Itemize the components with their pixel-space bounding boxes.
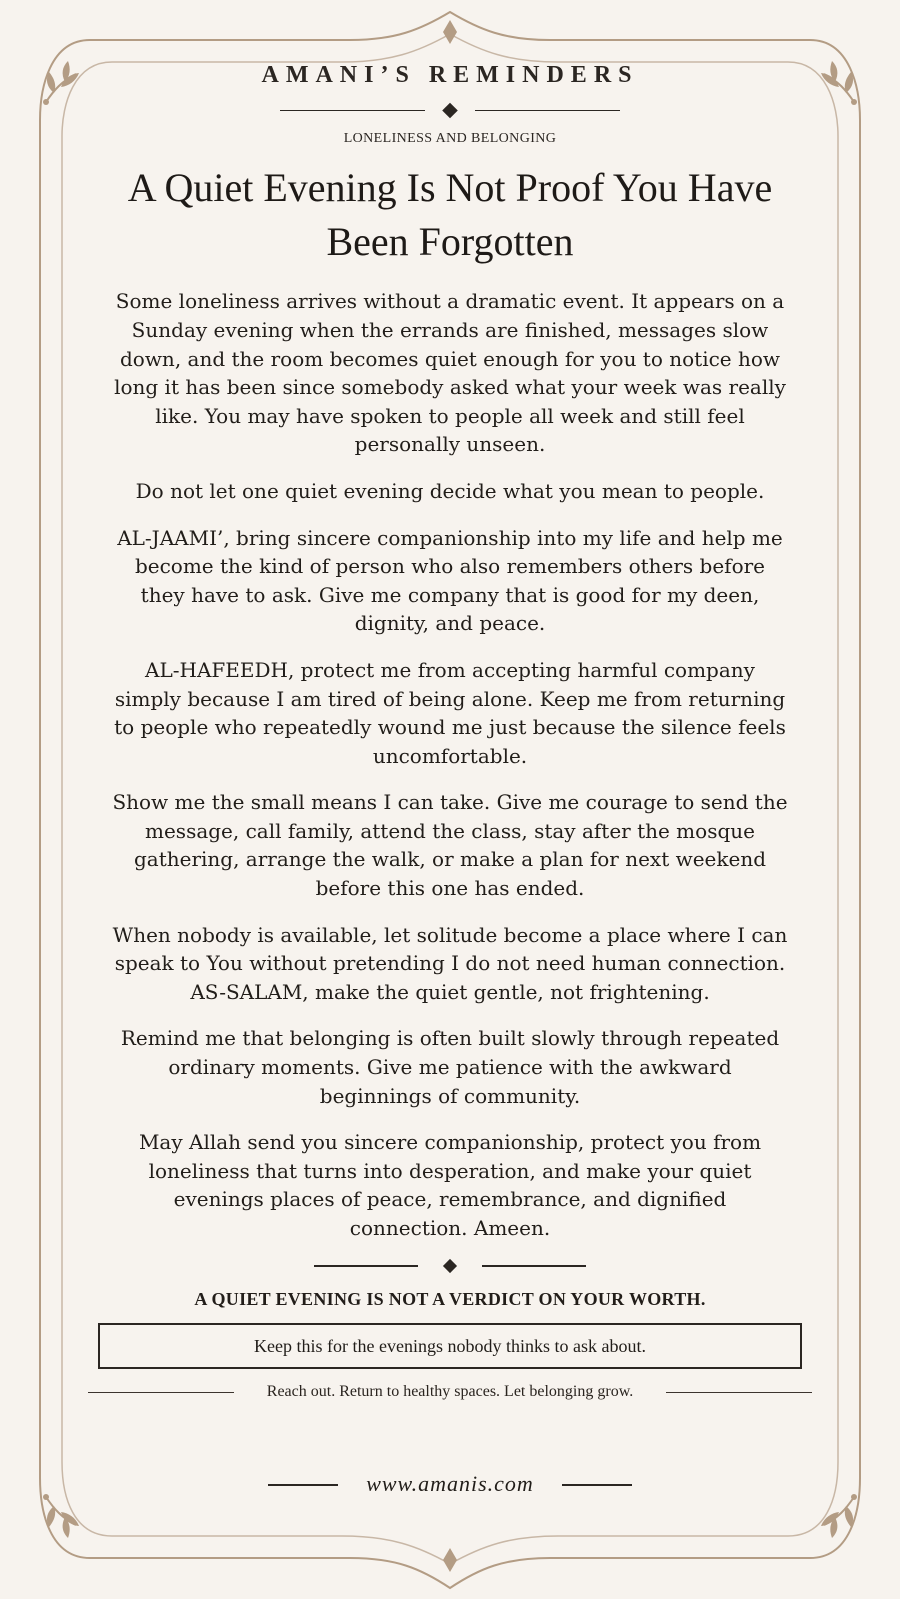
header-divider — [280, 102, 620, 120]
body-paragraph: Show me the small means I can take. Give me courage to send the message, call family, attend the class, stay after the mosque gathering, arrange the walk, or make a plan for next weekend before this one has ended. — [112, 790, 788, 901]
leaf-ornament-icon — [34, 56, 92, 114]
divider-line — [280, 110, 425, 112]
tagline: Reach out. Return to healthy spaces. Let belonging grow. — [266, 1383, 634, 1400]
tagline-line — [666, 1392, 812, 1393]
tagline-row — [88, 1381, 812, 1403]
leaf-ornament-icon — [34, 1485, 92, 1543]
leaf-ornament-icon — [808, 56, 866, 114]
website-link[interactable]: www.amanis.com — [366, 1471, 534, 1496]
divider-line — [475, 110, 620, 112]
keep-note-box — [98, 1323, 802, 1369]
diamond-icon — [442, 102, 458, 118]
section-kicker: LONELINESS AND BELONGING — [343, 130, 557, 146]
top-diamond-icon — [443, 20, 457, 44]
website-line — [562, 1484, 632, 1486]
main-content — [112, 62, 788, 1243]
keep-note: Keep this for the evenings nobody thinks to ask about. — [254, 1335, 646, 1356]
brand-title: AMANI’S REMINDERS — [261, 62, 639, 88]
website-row — [268, 1470, 632, 1498]
reminder-body — [112, 287, 788, 1242]
body-paragraph: AL-HAFEEDH, protect me from accepting harmful company simply because I am tired of being alone. Keep me from returning to people who repeatedly wound me just because the silence feels uncomfortable. — [114, 657, 786, 768]
body-paragraph: May Allah send you sincere companionship, protect you from loneliness that turns into desperation, and make your quiet evenings places of peace, remembrance, and dignified connection. Ameen. — [138, 1130, 762, 1240]
body-paragraph: When nobody is available, let solitude become a place where I can speak to You without pretending I do not need human connection. AS-SALAM, make the quiet gentle, not frightening. — [112, 922, 788, 1004]
headline: A Quiet Evening Is Not Proof You Have Been Forgotten — [127, 164, 773, 264]
footer-divider — [314, 1257, 586, 1275]
verdict-heading: A QUIET EVENING IS NOT A VERDICT ON YOUR WORTH. — [194, 1289, 706, 1309]
divider-line — [482, 1265, 586, 1267]
diamond-icon — [443, 1259, 457, 1273]
body-paragraph: Do not let one quiet evening decide what you mean to people. — [135, 478, 765, 503]
body-paragraph: Some loneliness arrives without a dramatic event. It appears on a Sunday evening when the errands are finished, messages slow down, and the room becomes quiet enough for you to notice how long it has been since somebody asked what your week was really like. You may have spoken to people all week and still feel personally unseen. — [114, 289, 786, 457]
body-paragraph: Remind me that belonging is often built slowly through repeated ordinary moments. Give me patience with the awkward beginnings of community. — [120, 1026, 780, 1108]
leaf-ornament-icon — [808, 1485, 866, 1543]
bottom-diamond-icon — [443, 1548, 457, 1572]
body-paragraph: AL-JAAMI’, bring sincere companionship into my life and help me become the kind of person who also remembers others before they have to ask. Give me company that is good for my deen, dignity, and peace. — [117, 525, 783, 636]
divider-line — [314, 1265, 418, 1267]
